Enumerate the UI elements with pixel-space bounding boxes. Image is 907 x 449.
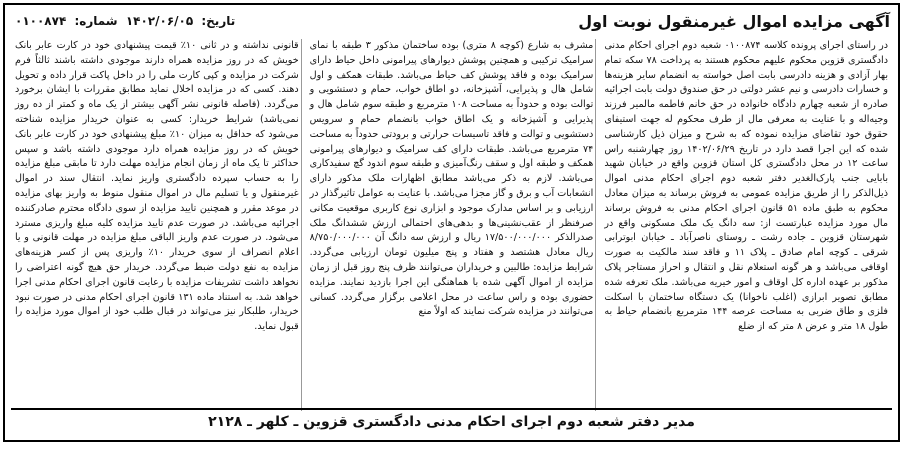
body-column-2: مشرف به شارع (کوچه ۸ متری) بوده ساختمان مذکور ۳ طبقه با نمای سرامیک ترکیبی و همچنین پوشش دیوارهای پیرامونی داخل حیاط دارای سرامیک بوده و فاقد پوشش کف حیاط می‌باشد. طبقات همکف و اول شامل هال و پذیرایی، آشپزخانه، دو اطاق خواب، حمام و دستشویی و توالت بوده و حدوداً به مساحت ۱۰۸ مترمربع و طبقه سوم شامل هال و پذیرایی و آشپزخانه و یک اطاق خواب بانضمام حمام و سرویس دستشویی و توالت و فاقد تاسیسات حرارتی و برودتی حدوداً به مساحت ۷۴ مترمربع می‌باشد. طبقات دارای کف سرامیک و دیوارهای پیرامونی همکف و طبقه اول و سقف رنگ‌آمیزی و طبقه سوم اندود گچ سفیدکاری می‌باشد. لازم به ذکر می‌باشد مطابق اظهارات ملک مذکور دارای انشعابات آب و برق و گاز مجزا می‌باشد. با عنایت به عوامل تاثیرگذار در ارزیابی و بر اساس مدارک موجود و ابزاری نوع کاربری موقعیت مکانی صرفنظر از عقب‌نشینی‌ها و بدهی‌های احتمالی ارزش ششدانگ ملک صدرالذکر ۱۷/۵۰۰/۰۰۰/۰۰۰ ریال و ارزش سه دانگ آن ۸/۷۵۰/۰۰۰/۰۰۰ ریال معادل هشتصد و هفتاد و پنج میلیون تومان ارزیابی می‌گردد. شرایط مزایده: طالبین و خریداران می‌توانند ظرف پنج روز قبل از زمان مزایده از اموال آگهی شده با هماهنگی این اجرا بازدید نمایند. مزایده حضوری بوده و راس ساعت در محل اعلامی برگزار می‌گردد. کسانی می‌توانند در مزایده شرکت نمایند که اولاً منع <box>308 39 597 411</box>
notice-header <box>13 9 890 33</box>
notice-body <box>13 39 890 411</box>
notice-title: آگهی مزایده اموال غیرمنقول نوبت اول <box>578 11 890 31</box>
body-column-3: قانونی نداشته و در ثانی ۱۰٪ قیمت پیشنهادی خود در کارت عابر بانک خویش که در روز مزایده همراه دارند موجودی داشته باشند ثالثاً فرم شرکت در مزایده و کپی کارت ملی را در داخل پاکت قرار داده و تحویل دهند. کسی که در مزایده اخلال نماید مطابق مقررات با ایشان برخورد می‌گردد. (فاصله قانونی نشر آگهی بیشتر از یک ماه و کمتر از ده روز نمی‌باشد) شرایط خریدار: کسی به عنوان خریدار مزایده شناخته می‌شود که حداقل به میزان ۱۰٪ مبلغ پیشنهادی خود در کارت عابر بانک خویش که در روز مزایده همراه دارد موجودی داشته باشد و سپس حداکثر تا یک ماه از زمان انجام مزایده مهلت دارد تا مابقی مبلغ مزایده را به حساب سپرده دادگستری واریز نماید. انتقال سند در اموال غیرمنقول و یا تسلیم مال در اموال منقول منوط به واریز بهای مزایده در موعد مقرر و همچنین تایید مزایده از سوی دادگاه محترم صادرکننده اجرائیه می‌باشد. در صورت عدم تایید مزایده کلیه مبلغ واریزی مسترد می‌شود. در صورت عدم واریز الباقی مبلغ مزایده در مهلت قانونی و یا اعلام انصراف از سوی خریدار ۱۰٪ واریزی پس از کسر هزینه‌های مزایده به نفع دولت ضبط می‌گردد. خریدار حق هیچ گونه اعتراضی را نخواهد داشت تشریفات مزایده با رعایت قانون اجرای احکام مدنی اجرا خواهد شد. به استناد ماده ۱۳۱ قانون اجرای احکام مدنی در صورت نبود خریدار، طلبکار نیز می‌تواند در قبال طلب خود از اموال مورد مزایده را قبول نماید. <box>13 39 302 411</box>
date-value: ۱۴۰۲/۰۶/۰۵ <box>125 14 194 28</box>
number-label: شماره: <box>74 14 118 28</box>
auction-notice <box>3 3 900 442</box>
body-column-1: در راستای اجرای پرونده کلاسه ۰۱۰۰۸۷۴ شعبه دوم اجرای احکام مدنی دادگستری قزوین محکوم علیهم محکوم هستند به پرداخت ۷۸ سکه تمام بهار آزادی و هزینه دادرسی بابت اصل خواسته به انضمام سایر هزینه‌ها و خسارات دادرسی و نیم عشر دولتی در حق صندوق دولت بابت اجرائیه صادره از شعبه چهارم دادگاه خانواده در حق خانم فاطمه مالمیر فرزند وجیه‌اله و با عنایت به معرفی مال از طرف محکوم له جهت استیفای حقوق خود تقاضای مزایده نموده که به شرح و میزان ذیل کارشناسی شده که این اجرا قصد دارد در تاریخ ۱۴۰۲/۰۶/۲۹ روز چهارشنبه راس ساعت ۱۲ در محل دادگستری کل استان قزوین واقع در خیابان شهید بابایی جنب پارک‌الغدیر دفتر شعبه دوم اجرای احکام مدنی اموال ذیل‌الذکر را از طریق مزایده عمومی به فروش برساند به میزان معادل محکوم به طبق ماده ۵۱ قانون اجرای احکام مدنی به فروش برساند مال مورد مزایده عبارتست از: سه دانگ یک ملک مسکونی واقع در شهرستان قزوین ـ جاده رشت ـ روستای ناصرآباد ـ خیابان ابوترابی شرقی ـ کوچه امام صادق ـ پلاک ۱۱ و فاقد سند مالکیت به صورت اوقافی می‌باشد و هر گونه استعلام نقل و انتقال و احراز مستاجر پلاک مذکور بر عهده اداره کل اوقاف و امور خیریه می‌باشد. ملک تعرفه شده مطابق تصویر ابرازی (اغلب ناخوانا) یک دستگاه ساختمان با اسکلت فلزی و طاق ضربی به مساحت عرصه ۱۴۴ مترمربع بانضمام حیاط به طول ۱۸ متر و عرض ۸ متر که از ضلع <box>604 40 889 333</box>
number-value: ۰۱۰۰۸۷۴ <box>15 14 67 28</box>
notice-footer-signature: مدیر دفتر شعبه دوم اجرای احکام مدنی دادگستری قزوین ـ کلهر ـ ۲۱۲۸ <box>11 408 892 434</box>
date-label: تاریخ: <box>201 14 236 28</box>
date-number-line <box>13 14 237 28</box>
